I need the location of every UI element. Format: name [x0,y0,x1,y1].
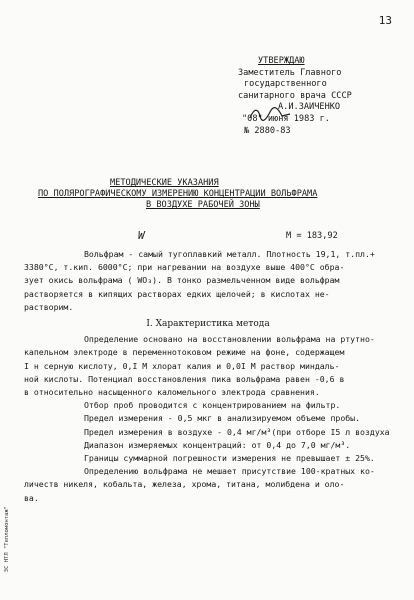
text-line: 3380°С, т.кип. 6000°С; при нагревании на воздухе выше 400°С обра- [24,262,345,273]
title-line: МЕТОДИЧЕСКИЕ УКАЗАНИЯ [110,178,219,188]
text-line: ва. [24,492,39,503]
side-note: ЗС НТЛ "Тепломонтаж" [4,506,10,573]
text-line: Предел измерения в воздухе - 0,4 мг/м³(при отборе I5 л воздуха [84,426,390,437]
text-line: Определение основано на восстановлении вольфрама на ртутно- [84,334,375,345]
signature [248,106,292,126]
text-line: Диапазон измеряемых концентраций: от 0,4 до 7,0 мг/м³. [84,439,351,450]
approval-line: государственного [244,79,327,90]
text-line: зует окись вольфрама ( WO₃). В тонко размельченном виде вольфрам [24,275,340,286]
molar-mass: М = 183,92 [286,231,338,241]
approval-date: "08" июня 1983 г. [242,113,330,124]
text-line: ной кислоты. Потенциал восстановления пика вольфрама равен -0,6 в [24,373,345,384]
title-line: ПО ПОЛЯРОГРАФИЧЕСКОМУ ИЗМЕРЕНИЮ КОНЦЕНТРАЦИИ ВОЛЬФРАМА [38,189,318,199]
text-line: Вольфрам - самый тугоплавкий металл. Плотность 19,1, т.пл.+ [84,249,375,259]
approval-heading: УТВЕРЖДАЮ [258,56,305,66]
text-line: личеств никеля, кобальта, железа, хрома, титана, молибдена и оло- [24,479,345,490]
text-line: растворяется в кипящих растворах едких щелочей; в кислотах не- [24,288,330,299]
section-title: I. Характеристика метода [146,319,270,330]
approval-signer: А.И.ЗАИЧЕНКО [278,102,341,113]
document-body [24,248,392,505]
text-line: Предел измерения - 0,5 мкг в анализируемом объеме пробы. [84,413,361,424]
element-symbol: W [138,229,145,242]
text-line: растворим. [24,301,74,312]
text-line: Границы суммарной погрешности измерения не превышает ± 25%. [84,453,375,464]
document-title [38,178,378,211]
text-line: в относительно насыщенного каломельного электрода сравнения. [24,387,320,398]
approval-number: № 2880-83 [244,125,291,136]
approval-line: Заместитель Главного [238,67,342,78]
text-line: Определению вольфрама не мешает присутствие 100-кратных ко- [84,466,375,477]
text-line: капельном электроде в переменнотоковом режиме на фоне, содержащем [24,347,345,358]
page-number: 13 [378,14,392,27]
title-line: В ВОЗДУХЕ РАБОЧЕЙ ЗОНЫ [146,200,260,210]
text-line: I н серную кислоту, 0,I М хлорат калия и 0,0I М раствор миндаль- [24,360,340,371]
text-line: Отбор проб проводится с концентрированием на фильтр. [84,400,341,411]
approval-line: санитарного врача СССР [238,90,352,101]
